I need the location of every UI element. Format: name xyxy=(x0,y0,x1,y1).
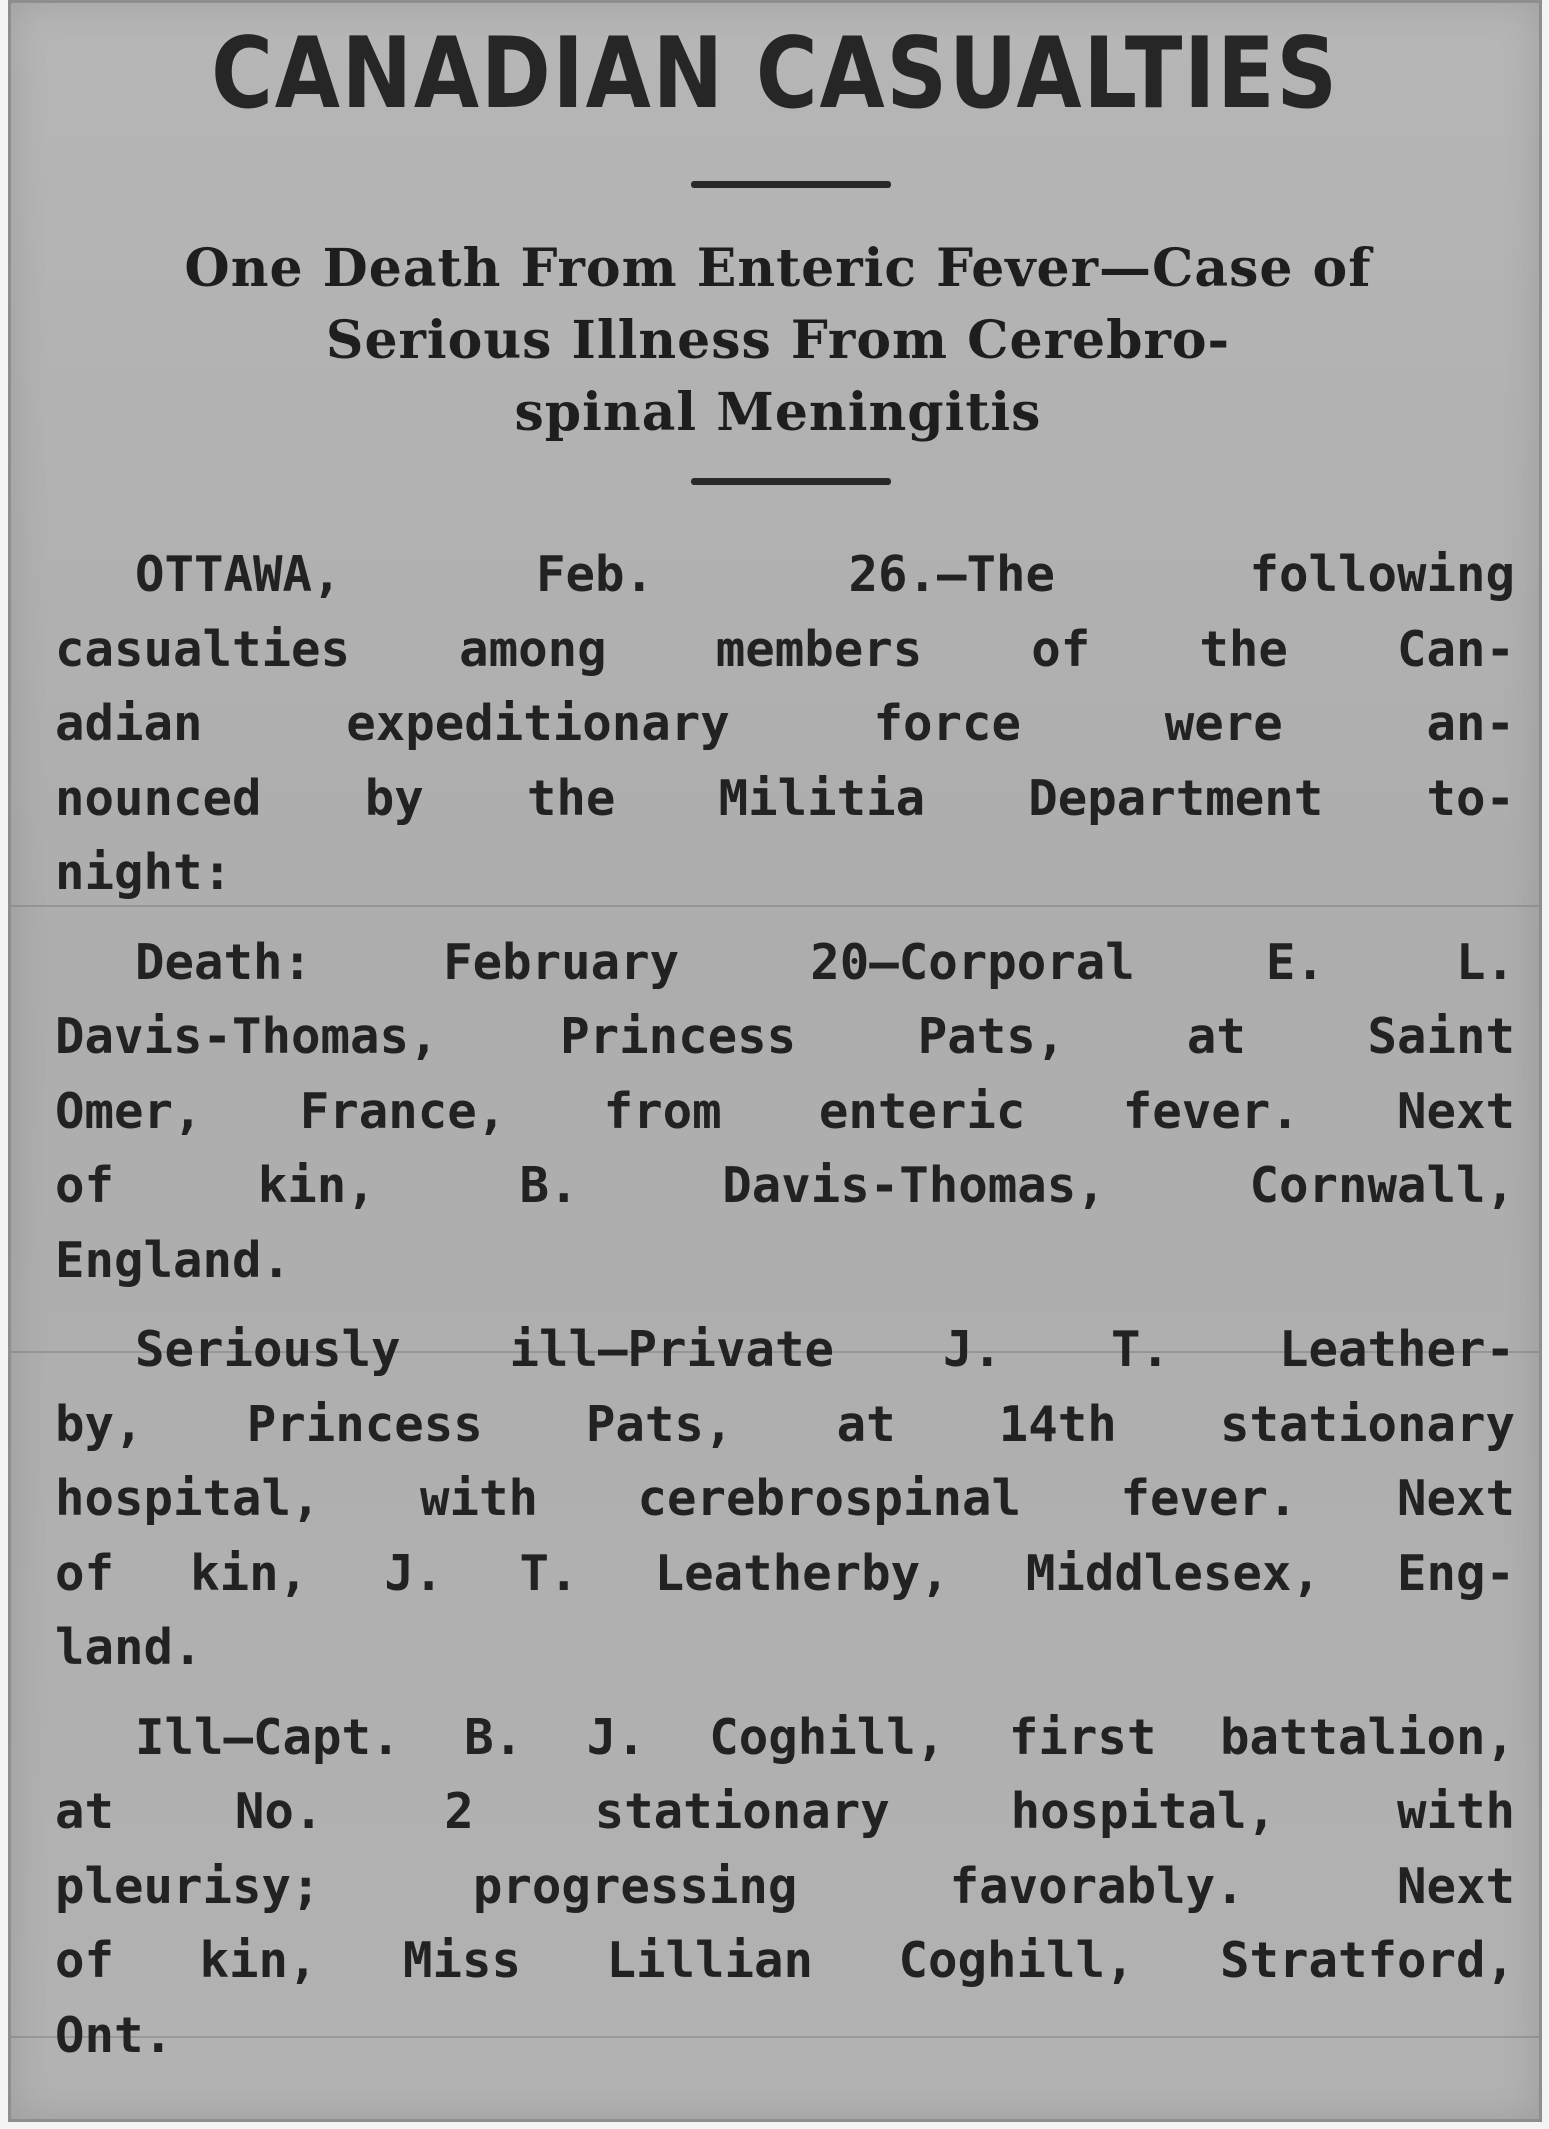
subheadline xyxy=(41,233,1515,449)
divider-rule xyxy=(691,478,891,485)
paragraph-dateline xyxy=(55,538,1515,911)
text-line: England. xyxy=(55,1231,292,1289)
article-body xyxy=(55,538,1515,2088)
text-line: Death: February 20—Corporal E. L. xyxy=(135,933,1515,991)
text-line: pleurisy; progressing favorably. Next xyxy=(55,1857,1515,1915)
newspaper-clipping xyxy=(8,0,1542,2122)
text-line: adian expeditionary force were an- xyxy=(55,695,1515,752)
text-line: Omer, France, from enteric fever. Next xyxy=(55,1082,1515,1140)
divider-rule xyxy=(691,181,891,188)
subheadline-line: spinal Meningitis xyxy=(514,382,1042,443)
text-line: land. xyxy=(55,1619,203,1676)
text-line: Ont. xyxy=(55,2006,174,2064)
subheadline-line: One Death From Enteric Fever—Case of xyxy=(184,238,1372,299)
paragraph-ill xyxy=(55,1701,1515,2074)
paragraph-seriously-ill xyxy=(55,1313,1515,1686)
text-line: of kin, B. Davis-Thomas, Cornwall, xyxy=(55,1157,1515,1214)
subheadline-line: Serious Illness From Cerebro- xyxy=(325,310,1231,371)
text-line: by, Princess Pats, at 14th stationary xyxy=(55,1395,1515,1453)
text-line: casualties among members of the Can- xyxy=(55,620,1515,678)
paragraph-death xyxy=(55,926,1515,1299)
text-line: at No. 2 stationary hospital, with xyxy=(55,1783,1515,1840)
text-line: of kin, J. T. Leatherby, Middlesex, Eng- xyxy=(55,1544,1515,1602)
text-line: hospital, with cerebrospinal fever. Next xyxy=(55,1470,1515,1527)
headline: CANADIAN CASUALTIES xyxy=(211,17,1339,131)
text-line: nounced by the Militia Department to- xyxy=(55,769,1515,827)
text-line: Davis-Thomas, Princess Pats, at Saint xyxy=(55,1008,1515,1065)
text-line: Ill—Capt. B. J. Coghill, first battalion, xyxy=(135,1708,1515,1766)
text-line: OTTAWA, Feb. 26.—The following xyxy=(135,546,1515,603)
text-line: of kin, Miss Lillian Coghill, Stratford, xyxy=(55,1932,1515,1989)
text-line: night: xyxy=(55,844,233,901)
text-line: Seriously ill—Private J. T. Leather- xyxy=(135,1321,1515,1378)
